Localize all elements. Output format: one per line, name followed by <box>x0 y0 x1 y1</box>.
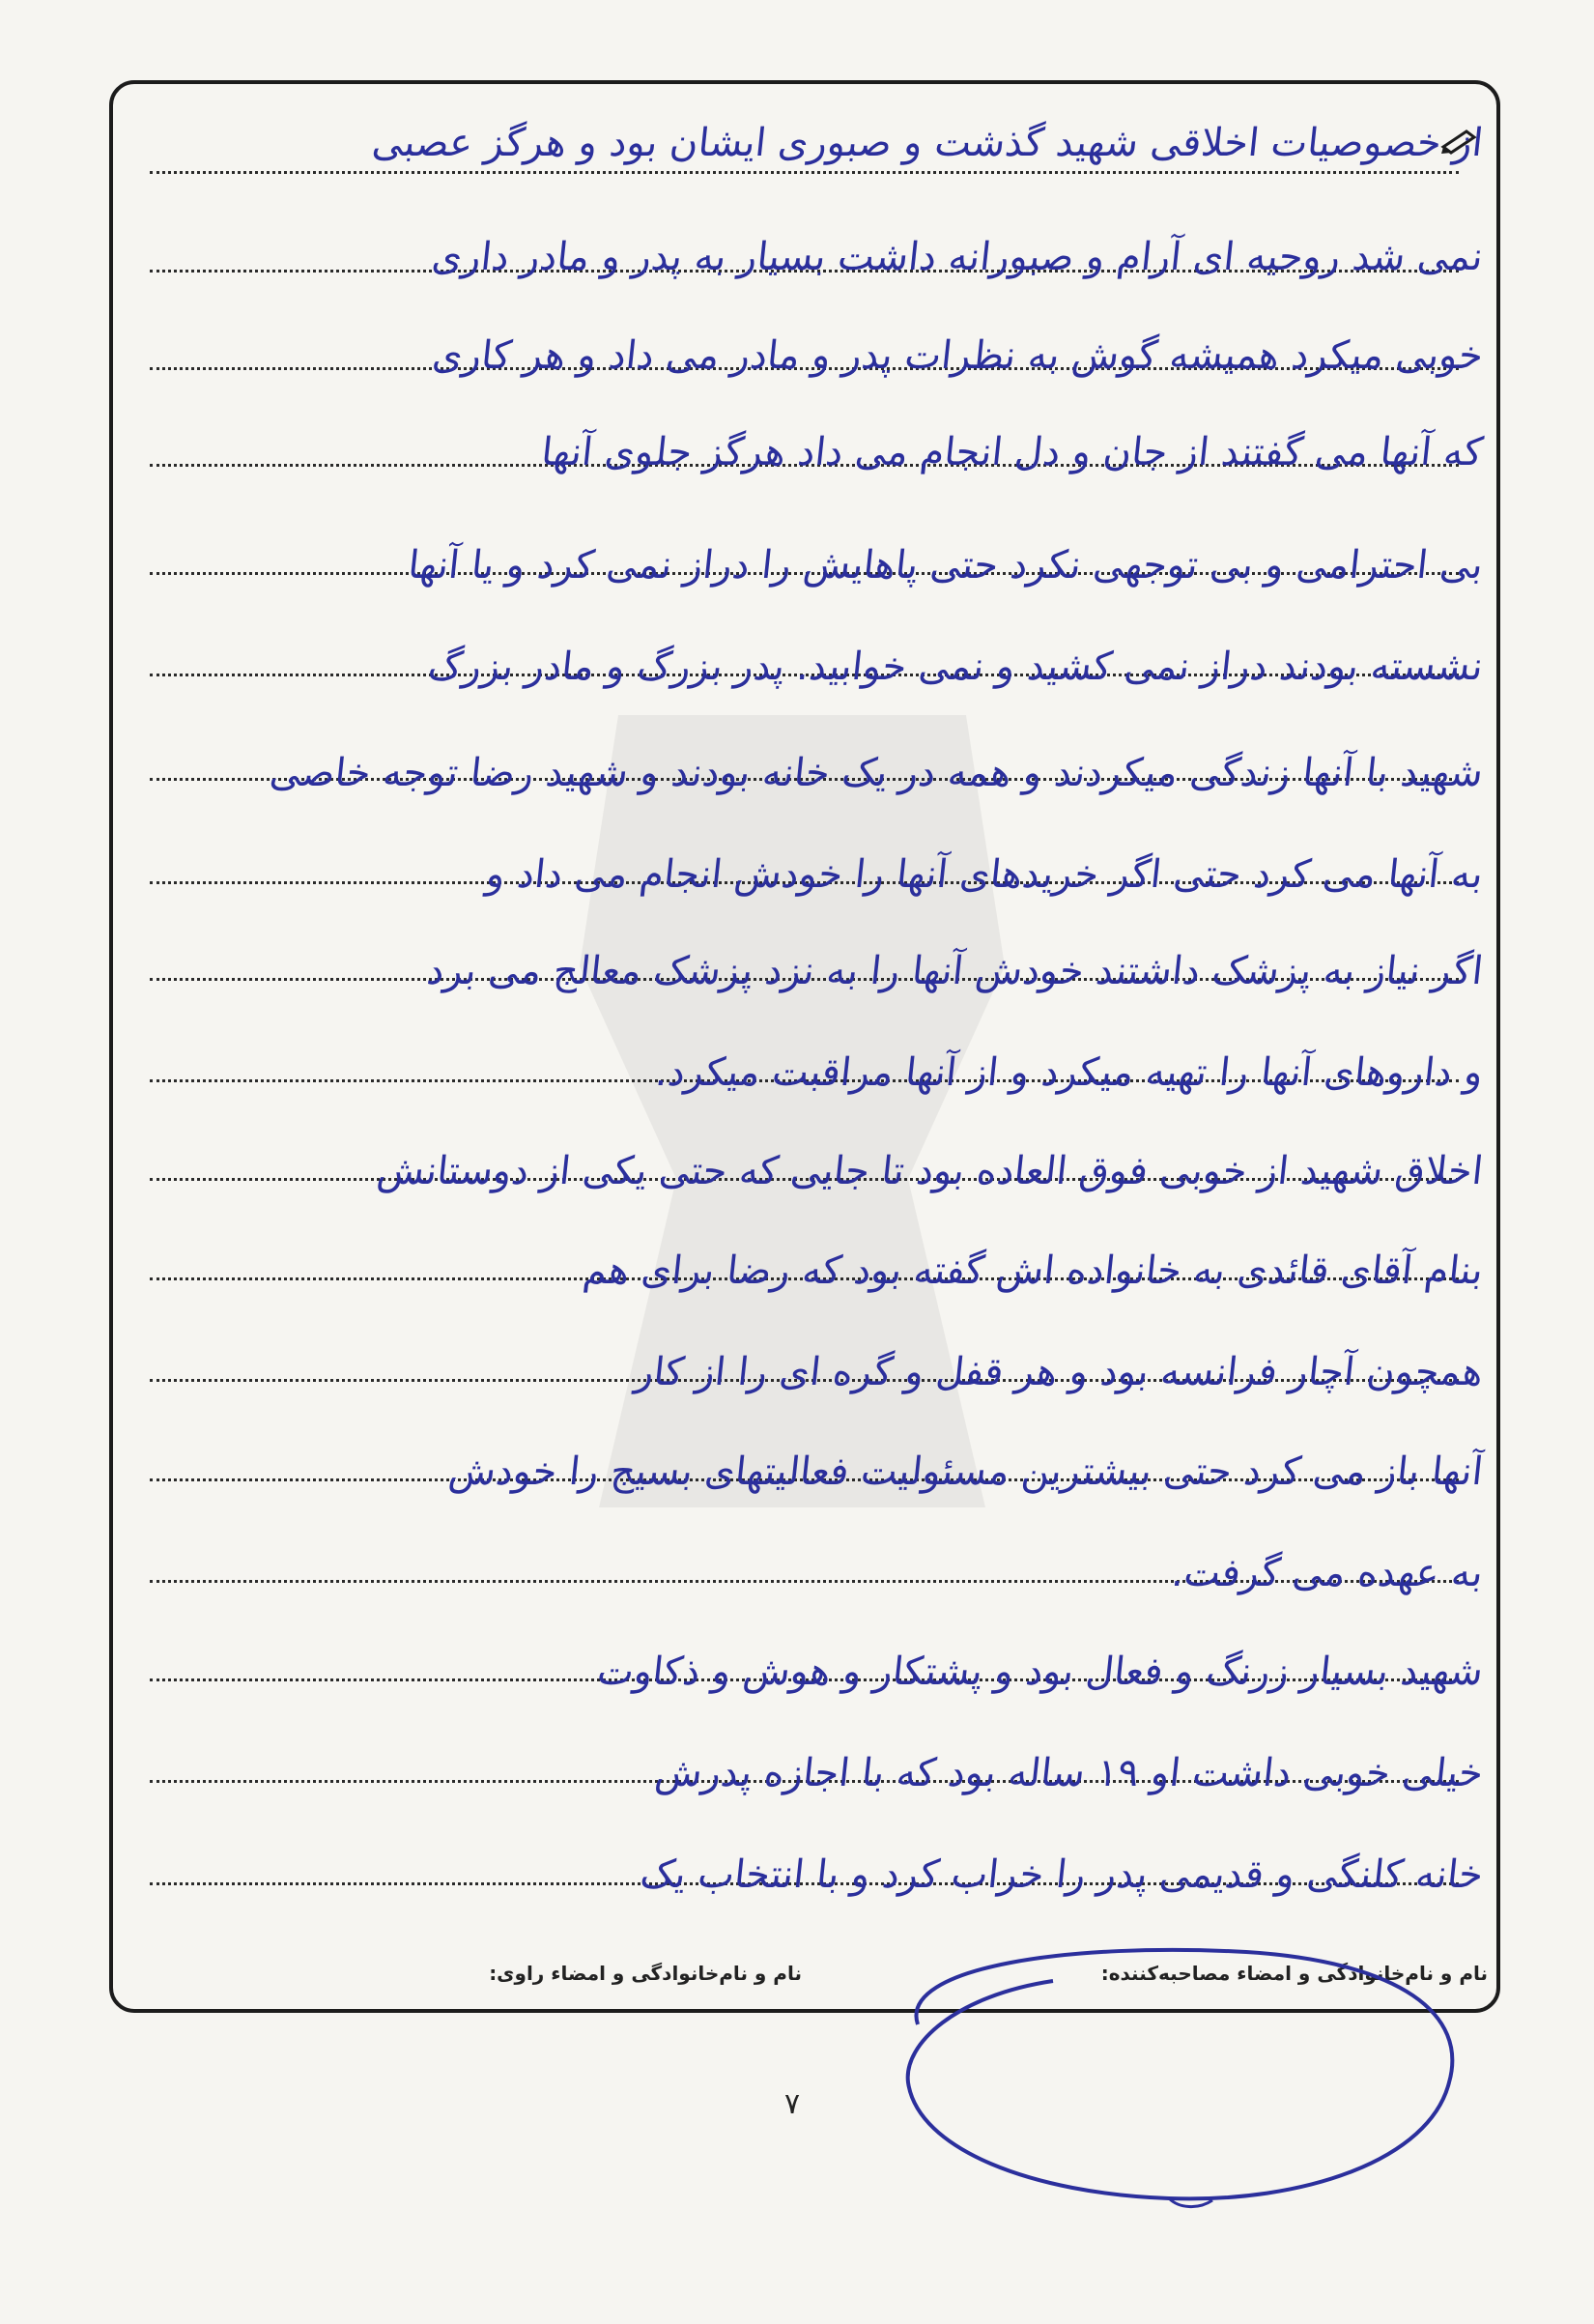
handwritten-line-4: که آنها می گفتند از جان و دل انجام می داد هرگز جلوی آنها <box>539 430 1486 474</box>
narrator-signature-label: نام و نام‌خانوادگی و امضاء راوی: <box>489 1962 802 1985</box>
handwritten-line-1: از خصوصیات اخلاقی شهید گذشت و صبوری ایشان بود و هرگز عصبی <box>370 121 1486 165</box>
handwritten-line-2: نمی شد روحیه ای آرام و صبورانه داشت بسیار به پدر و مادر داری <box>429 235 1486 279</box>
handwritten-line-10: و داروهای آنها را تهیه میکرد و از آنها مراقبت میکرد. <box>653 1050 1486 1095</box>
handwritten-line-13: همچون آچار فرانسه بود و هر قفل و گره ای را از کار <box>633 1350 1486 1394</box>
handwritten-line-15: به عهده می گرفت. <box>1169 1551 1486 1595</box>
handwritten-line-11: اخلاق شهید از خوبی فوق العاده بود تا جایی که حتی یکی از دوستانش <box>374 1149 1486 1193</box>
handwritten-line-14: آنها باز می کرد حتی بیشترین مسئولیت فعالیتهای بسیج را خودش <box>446 1449 1486 1494</box>
handwritten-line-12: بنام آقای قائدی به خانواده اش گفته بود که رضا برای هم <box>581 1248 1486 1293</box>
handwritten-line-7: شهید با آنها زندگی میکردند و همه در یک خانه بودند و شهید رضا توجه خاصی <box>267 751 1486 795</box>
handwritten-line-6: نشسته بودند دراز نمی کشید و نمی خوابید. پدر بزرگ و مادر بزرگ <box>425 645 1486 689</box>
signature-loop <box>879 1937 1478 2218</box>
handwritten-line-5: بی احترامی و بی توجهی نکرد حتی پاهایش را دراز نمی کرد و یا آنها <box>406 543 1486 588</box>
handwritten-line-9: اگر نیاز به پزشک داشتند خودش آنها را به نزد پزشک معالج می برد <box>424 949 1486 993</box>
handwritten-line-16: شهید بسیار زرنگ و فعال بود و پشتکار و هوش و ذکاوت <box>595 1650 1486 1694</box>
interviewer-signature-label: نام و نام‌خانوادگی و امضاء مصاحبه‌کننده: <box>1100 1962 1488 1985</box>
handwritten-line-8: به آنها می کرد حتی اگر خریدهای آنها را خودش انجام می داد و <box>484 852 1486 897</box>
handwritten-line-18: خانه کلنگی و قدیمی پدر را خراب کرد و با انتخاب یک <box>638 1852 1486 1897</box>
handwritten-line-17: خیلی خوبی داشت او ۱۹ ساله بود که با اجازه پدرش <box>652 1751 1486 1795</box>
handwritten-line-3: خوبی میکرد همیشه گوش به نظرات پدر و مادر می داد و هر کاری <box>430 333 1486 378</box>
page-number: ۷ <box>783 2087 801 2121</box>
